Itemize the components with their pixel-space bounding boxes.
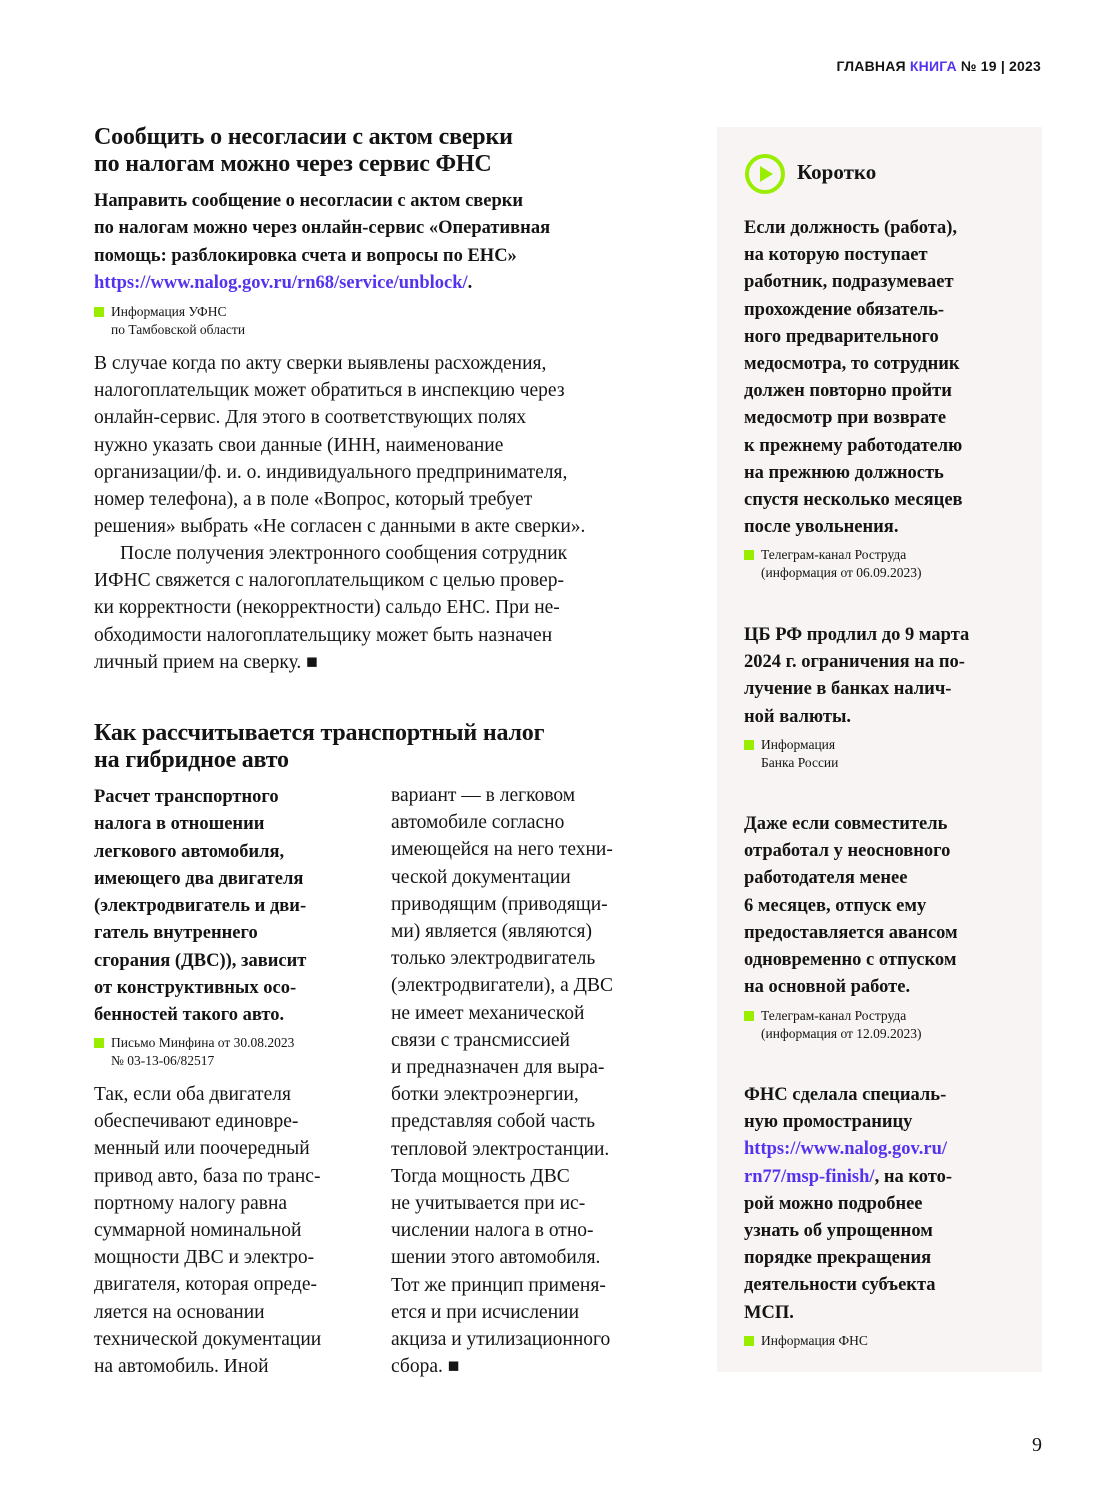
sidebar-item-4-link[interactable]: https://www.nalog.gov.ru/ rn77/msp-finish/ bbox=[744, 1139, 948, 1187]
sidebar-item-3: Даже если совместитель отработал у неосновного работодателя менее 6 месяцев, отпуск ему предоставляется авансом одновременно с отпуском на основной работе. bbox=[744, 814, 958, 998]
sidebar-title: Коротко bbox=[797, 160, 877, 184]
sidebar-item-4-text: ФНС сделала специаль- ную промостраницу bbox=[744, 1085, 947, 1133]
source-text: Письмо Минфина от 30.08.2023 № 03-13-06/82517 bbox=[111, 1035, 295, 1068]
source-text: Информация Банка России bbox=[761, 737, 839, 770]
bullet-square-icon bbox=[94, 307, 104, 317]
sidebar-item-1-source bbox=[744, 546, 922, 582]
article2-title: Как рассчитывается транспортный налог на гибридное авто bbox=[94, 720, 545, 773]
sidebar-item-3-source bbox=[744, 1007, 922, 1043]
bullet-square-icon bbox=[744, 1011, 754, 1021]
bullet-square-icon bbox=[744, 740, 754, 750]
article2-col1: Так, если оба двигателя обеспечивают единовре- менный или поочередный привод авто, база по транс- портному налогу равна суммарной номинальной мощности ДВС и электро- двигателя, которая опреде- ляется на основании технической документации на автомобиль. Иной bbox=[94, 1084, 322, 1378]
sidebar-item-4-source bbox=[744, 1332, 868, 1350]
article1-lead bbox=[94, 188, 550, 297]
article1-para2 bbox=[94, 540, 567, 676]
source-text: Телеграм-канал Роструда (информация от 12.09.2023) bbox=[761, 1008, 922, 1041]
sidebar-item-4-text-after: , на кото- рой можно подробнее узнать об упрощенном порядке прекращения деятельности субъекта МСП. bbox=[744, 1166, 953, 1323]
source-text: Информация УФНС по Тамбовской области bbox=[111, 304, 246, 337]
article1-source bbox=[94, 303, 245, 339]
play-circle-icon bbox=[744, 153, 786, 200]
bullet-square-icon bbox=[94, 1038, 104, 1048]
sidebar-item-2: ЦБ РФ продлил до 9 марта 2024 г. ограничения на по- лучение в банках налич- ной валюты. bbox=[744, 625, 970, 727]
source-text: Телеграм-канал Роструда (информация от 06.09.2023) bbox=[761, 547, 922, 580]
article1-lead-text: Направить сообщение о несогласии с актом сверки по налогам можно через онлайн-сервис «Оперативная помощь: разблокировка счета и вопросы по ЕНС» bbox=[94, 191, 551, 266]
brand-part2: КНИГА bbox=[909, 58, 957, 74]
article1-para2-text: После получения электронного сообщения сотрудник ИФНС свяжется с налогоплательщиком с целью провер- ки корректности (некорректности) сальдо ЕНС. При не- обходимости налогоплательщику может быть назначен личный прием на сверку. ■ bbox=[94, 543, 568, 673]
article2-source bbox=[94, 1034, 294, 1070]
article1-lead-end: . bbox=[467, 272, 473, 293]
page-number: 9 bbox=[1032, 1434, 1042, 1456]
bullet-square-icon bbox=[744, 550, 754, 560]
source-text: Информация ФНС bbox=[761, 1333, 868, 1348]
article1-para1: В случае когда по акту сверки выявлены расхождения, налогоплательщик может обратиться в инспекцию через онлайн-сервис. Для этого в соответствующих полях нужно указать свои данные (ИНН, наименование организации/ф. и. о. индивидуального предпринимателя, номер телефона), а в поле «Вопрос, который требует решения» выбрать «Не согласен с данными в акте сверки». bbox=[94, 353, 586, 538]
article1-link[interactable]: https://www.nalog.gov.ru/rn68/service/unblock/ bbox=[94, 272, 468, 293]
sidebar-item-4 bbox=[744, 1082, 952, 1327]
running-header bbox=[836, 58, 1041, 74]
article2-lead: Расчет транспортного налога в отношении легкового автомобиля, имеющего два двигателя (электродвигатель и дви- гатель внутреннего сгорания (ДВС)), зависит от конструктивных осо- бенностей такого авто. bbox=[94, 787, 307, 1026]
brand-part1: ГЛАВНАЯ bbox=[836, 58, 906, 74]
article1-title: Сообщить о несогласии с актом сверки по налогам можно через сервис ФНС bbox=[94, 124, 513, 177]
bullet-square-icon bbox=[744, 1336, 754, 1346]
sidebar-item-1: Если должность (работа), на которую поступает работник, подразумевает прохождение обязатель- ного предварительного медосмотра, то сотрудник должен повторно пройти медосмотр при возврате к прежнему работодателю на прежнюю должность спустя несколько месяцев после увольнения. bbox=[744, 218, 963, 538]
sidebar-item-2-source bbox=[744, 736, 838, 772]
issue-number: № 19 | 2023 bbox=[960, 58, 1041, 74]
article2-col2: вариант — в легковом автомобиле согласно имеющейся на него техни- ческой документации приводящим (приводящи- ми) является (являются) только электродвигатель (электродвигатели), а ДВС не имеет механической связи с трансмиссией и предназначен для выра- ботки электроэнергии, представляя собой часть тепловой электростанции. Тогда мощность ДВС не учитывается при ис- числении налога в отно- шении этого автомобиля. Тот же принцип применя- ется и при исчислении акциза и утилизационного сбора. ■ bbox=[391, 785, 613, 1378]
